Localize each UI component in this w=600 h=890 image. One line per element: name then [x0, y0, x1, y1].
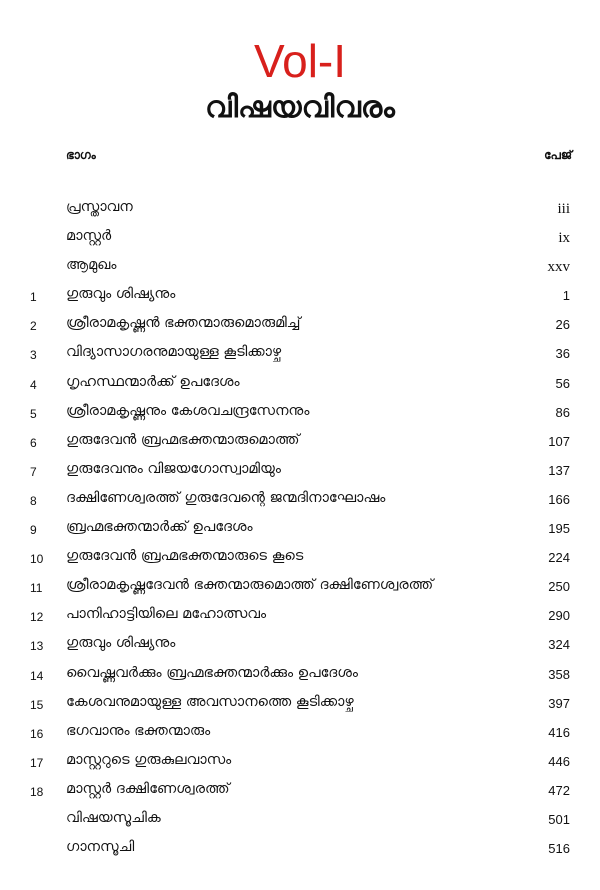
chapter-number: 15	[30, 697, 44, 712]
page-number: 224	[548, 550, 570, 566]
chapter-title: ശ്രീരാമകൃഷ്ണനും കേശവചന്ദ്രസേനനും	[66, 402, 310, 419]
chapter-title: മാസ്റ്റർ	[66, 228, 112, 245]
chapter-number: 13	[30, 639, 44, 654]
chapter-number: 3	[30, 348, 37, 363]
chapter-title: ശ്രീരാമകൃഷ്ണൻ ഭക്തന്മാരുമൊരുമിച്ച്	[66, 315, 301, 332]
chapter-title: ഗുരുവും ശിഷ്യനും	[66, 635, 176, 652]
contents-list	[0, 197, 600, 866]
chapter-title: ഗാനസൂചി	[66, 839, 135, 856]
page-number: 1	[562, 288, 570, 304]
chapter-number: 12	[30, 610, 44, 625]
chapter-title: ദക്ഷിണേശ്വരത്ത് ഗുരുദേവന്റെ ജന്മദിനാഘോഷം	[66, 489, 386, 506]
page-number: 446	[548, 753, 570, 769]
chapter-number: 8	[30, 493, 37, 508]
page-number: 472	[548, 782, 570, 798]
chapter-title: ആമുഖം	[66, 257, 117, 274]
chapter-title: ഗുരുദേവനും വിജയഗോസ്വാമിയും	[66, 460, 281, 477]
contents-row	[0, 604, 600, 633]
page-number: 26	[555, 317, 570, 333]
chapter-title: ബ്രഹ്മഭക്തന്മാർക്ക് ഉപദേശം	[66, 519, 253, 536]
chapter-title: ഭഗവാനും ഭക്തന്മാരും	[66, 722, 211, 739]
chapter-title: വിദ്യാസാഗരനുമായുള്ള കൂടിക്കാഴ്ച	[66, 344, 282, 361]
page-number: 290	[548, 608, 570, 624]
contents-row	[0, 372, 600, 401]
page-number: 56	[555, 375, 570, 391]
page-number: 516	[548, 841, 570, 857]
contents-row	[0, 401, 600, 430]
page-number: 358	[548, 666, 570, 682]
contents-row	[0, 284, 600, 313]
page-number: 324	[548, 637, 570, 653]
chapter-number: 4	[30, 377, 37, 392]
page-number: 166	[548, 491, 570, 507]
chapter-number: 16	[30, 726, 44, 741]
page-number: xxv	[547, 259, 570, 276]
page-column-header: പേജ്	[544, 148, 572, 162]
page-number: 397	[548, 695, 570, 711]
chapter-number: 18	[30, 784, 44, 799]
contents-row	[0, 663, 600, 692]
chapter-number: 1	[30, 290, 37, 305]
contents-row	[0, 721, 600, 750]
page-number: 250	[548, 579, 570, 595]
contents-row	[0, 633, 600, 662]
contents-row	[0, 808, 600, 837]
page-number: 501	[548, 811, 570, 827]
chapter-number: 11	[30, 581, 43, 596]
contents-row	[0, 517, 600, 546]
chapter-number: 10	[30, 552, 44, 567]
chapter-number: 17	[30, 755, 44, 770]
chapter-title: ഗുരുവും ശിഷ്യനും	[66, 286, 176, 303]
chapter-title: മാസ്റ്റർ ദക്ഷിണേശ്വരത്ത്	[66, 780, 230, 797]
chapter-title: പ്രസ്താവന	[66, 199, 133, 215]
contents-row	[0, 197, 600, 226]
page-number: 416	[548, 724, 570, 740]
page-number: 195	[548, 521, 570, 537]
contents-row	[0, 692, 600, 721]
contents-row	[0, 750, 600, 779]
chapter-number: 7	[30, 464, 37, 479]
contents-row	[0, 779, 600, 808]
page-number: iii	[557, 201, 570, 217]
page-number: 86	[555, 404, 570, 420]
contents-row	[0, 430, 600, 459]
chapter-title: ശ്രീരാമകൃഷ്ണദേവൻ ഭക്തന്മാരുമൊത്ത് ദക്ഷിണേശ്വരത്ത്	[66, 577, 434, 594]
chapter-title: കേശവനുമായുള്ള അവസാനത്തെ കൂടിക്കാഴ്ച	[66, 693, 354, 710]
volume-label: Vol-I	[253, 35, 347, 87]
contents-row	[0, 488, 600, 517]
chapter-number: 5	[30, 406, 37, 421]
page-number: ix	[558, 230, 570, 247]
page-number: 137	[548, 462, 570, 478]
chapter-title: മാസ്റ്ററുടെ ഗുരുകുലവാസം	[66, 751, 232, 768]
chapter-title: ഗുരുദേവൻ ബ്രഹ്മഭക്തന്മാരുമൊത്ത്	[66, 431, 300, 448]
contents-row	[0, 226, 600, 255]
contents-row	[0, 255, 600, 284]
chapter-title: പാനിഹാട്ടിയിലെ മഹോത്സവം	[66, 606, 267, 623]
contents-row	[0, 313, 600, 342]
chapter-title: ഗൃഹസ്ഥന്മാർക്ക് ഉപദേശം	[66, 373, 240, 390]
chapter-title: വിഷയസൂചിക	[66, 809, 161, 826]
contents-row	[0, 546, 600, 575]
chapter-title: ഗുരുദേവൻ ബ്രഹ്മഭക്തന്മാരുടെ കൂടെ	[66, 548, 304, 565]
chapter-number: 6	[30, 435, 37, 450]
contents-row	[0, 837, 600, 866]
chapter-number: 2	[30, 319, 37, 334]
contents-row	[0, 575, 600, 604]
section-column-header: ഭാഗം	[66, 148, 96, 162]
chapter-number: 9	[30, 523, 37, 538]
contents-row	[0, 459, 600, 488]
contents-row	[0, 342, 600, 371]
page-number: 36	[555, 346, 570, 362]
chapter-number: 14	[30, 668, 44, 683]
chapter-title: വൈഷ്ണവർക്കും ബ്രഹ്മഭക്തന്മാർക്കും ഉപദേശം	[66, 664, 358, 681]
page-number: 107	[548, 433, 570, 449]
page-title: വിഷയവിവരം	[205, 90, 395, 125]
